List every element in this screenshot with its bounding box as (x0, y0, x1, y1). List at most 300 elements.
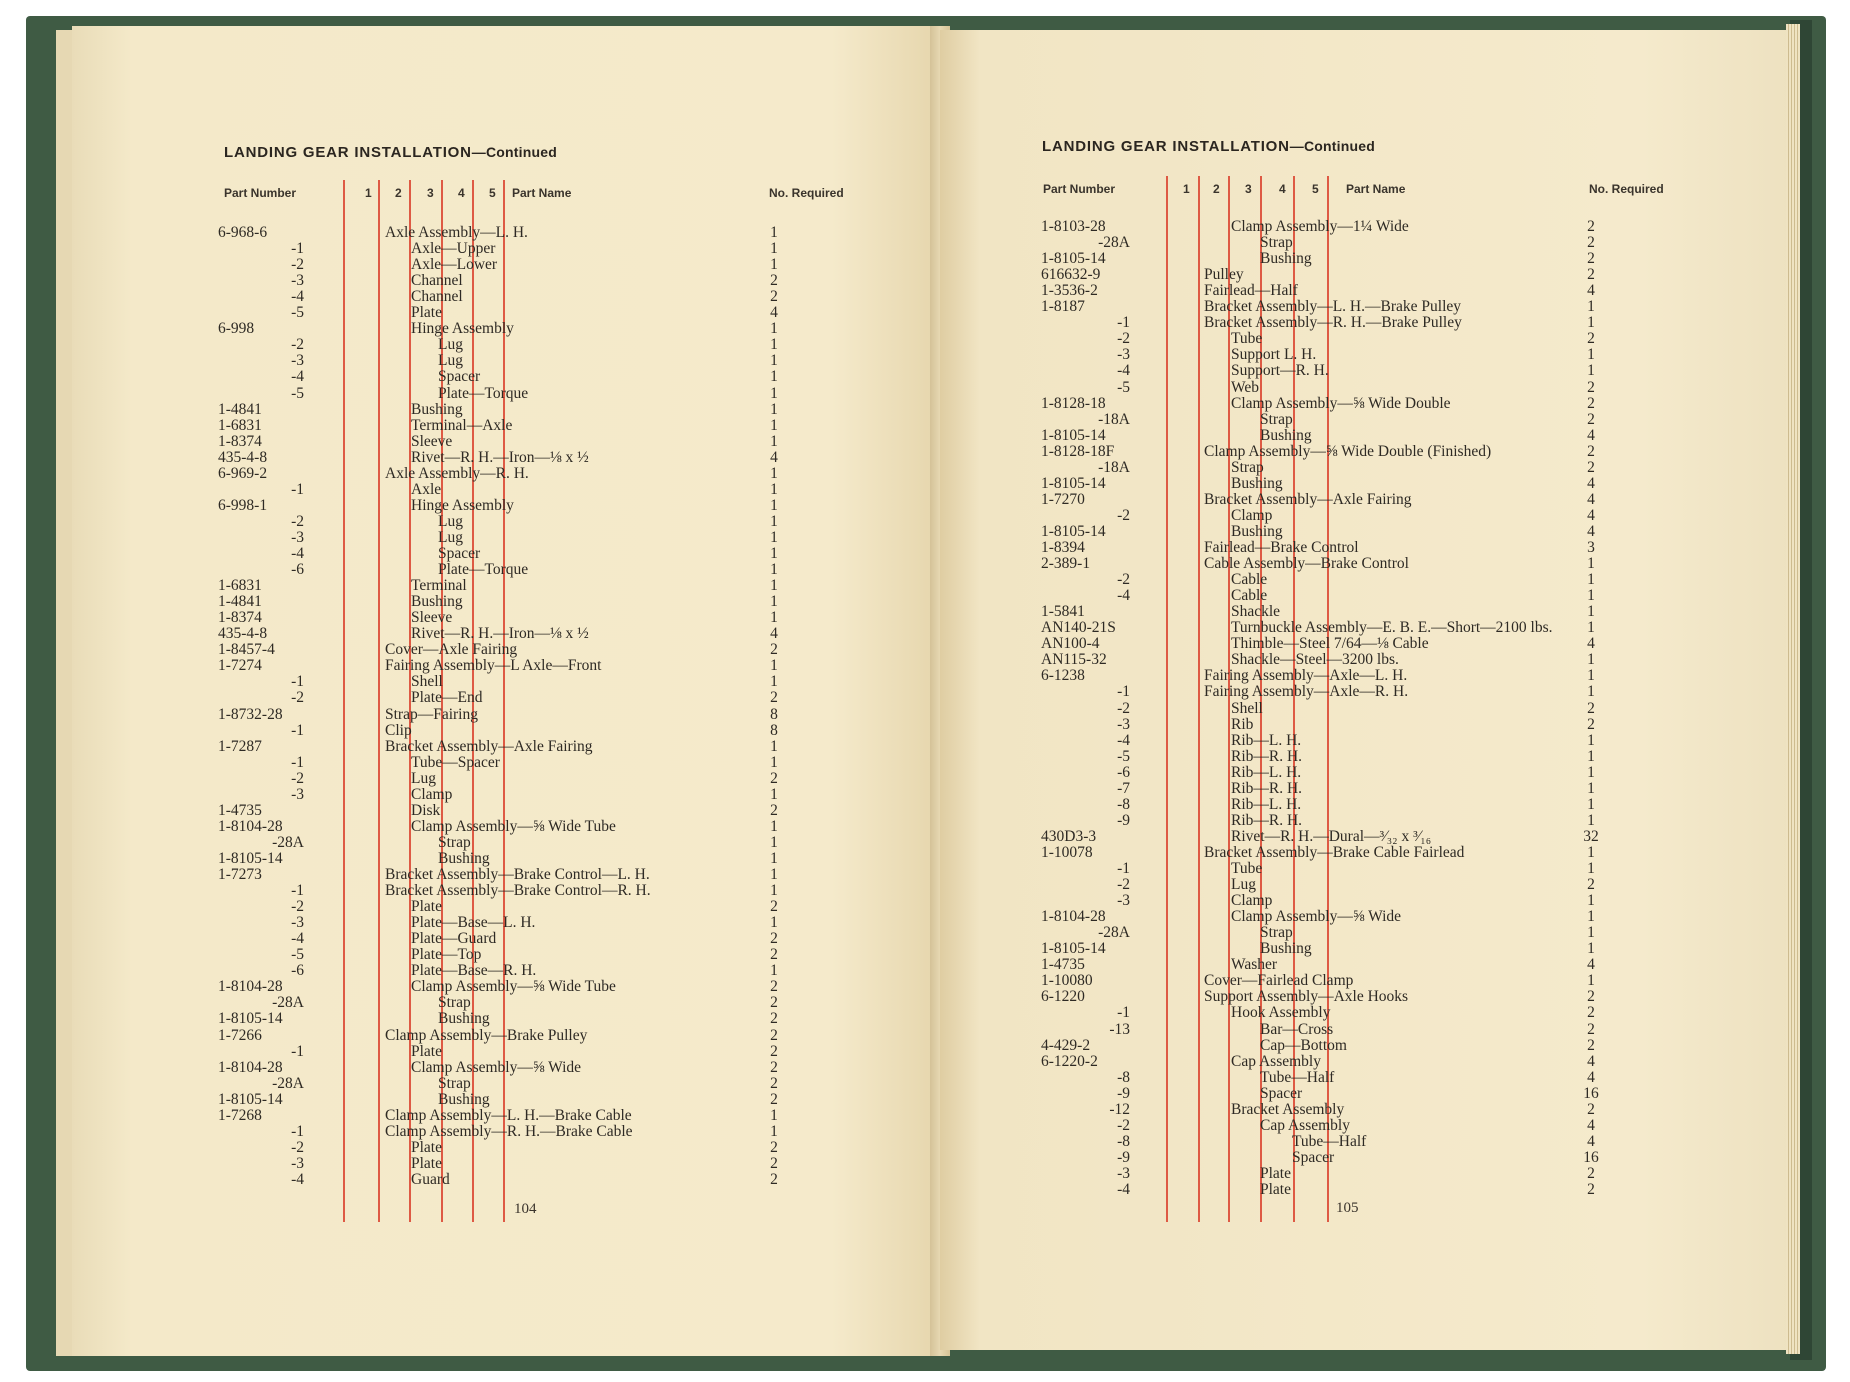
quantity: 1 (770, 352, 778, 370)
quantity: 4 (1587, 506, 1595, 524)
part-name: Clamp Assembly—Brake Pulley (385, 1026, 588, 1044)
quantity: 4 (1587, 474, 1595, 492)
header-col-2: 2 (395, 186, 402, 200)
list-item (218, 771, 938, 787)
quantity: 2 (1587, 988, 1595, 1006)
part-number: 1-7266 (218, 1026, 262, 1044)
quantity: 1 (1587, 555, 1595, 573)
quantity: 2 (770, 801, 778, 819)
part-name: Clamp Assembly—L. H.—Brake Cable (385, 1106, 632, 1124)
part-number: -1 (1117, 683, 1130, 701)
part-number: -28A (272, 1074, 304, 1092)
part-name: Fairlead—Brake Control (1204, 539, 1359, 556)
quantity: 1 (1587, 892, 1595, 910)
part-number: 1-8187 (1041, 298, 1085, 316)
quantity: 1 (1587, 731, 1595, 749)
left-page (72, 26, 938, 1356)
list-item (1041, 588, 1761, 604)
part-name: Spacer (438, 368, 481, 386)
list-item (218, 594, 938, 610)
part-name: Rib—L. H. (1231, 763, 1302, 781)
header-col-4: 4 (458, 186, 465, 200)
part-name: Rivet—R. H.—Iron—⅛ x ½ (411, 625, 589, 643)
quantity: 1 (770, 545, 778, 562)
part-number: -1 (1117, 314, 1130, 332)
part-number: 1-8105-14 (218, 1010, 283, 1028)
part-name: Turnbuckle Assembly—E. B. E.—Short—2100 lbs. (1231, 619, 1553, 637)
list-item (218, 1140, 938, 1156)
part-name: Rib—L. H. (1231, 795, 1302, 813)
part-name: Bushing (1260, 940, 1312, 958)
part-name: Spacer (1260, 1084, 1303, 1102)
quantity: 1 (1587, 779, 1595, 797)
part-name: Clamp Assembly—⅝ Wide Double (1231, 394, 1451, 412)
quantity: 2 (770, 1042, 778, 1060)
list-item (1041, 267, 1761, 283)
list-item (218, 963, 938, 979)
part-name: Strap—Fairing (385, 705, 478, 723)
part-number: -2 (1117, 506, 1130, 524)
list-item (218, 1156, 938, 1172)
part-name: Fairlead—Half (1204, 282, 1298, 300)
list-item (1041, 781, 1761, 797)
quantity: 2 (1587, 234, 1595, 252)
part-number: 6-1220 (1041, 988, 1085, 1006)
part-number: -9 (1117, 1084, 1130, 1102)
part-number: -3 (1117, 1164, 1130, 1182)
part-number: -4 (291, 1170, 304, 1188)
part-number: -2 (291, 256, 304, 274)
quantity: 2 (1587, 876, 1595, 894)
quantity: 1 (1587, 795, 1595, 813)
part-name: Bushing (411, 593, 463, 611)
part-name: Support Assembly—Axle Hooks (1204, 988, 1409, 1006)
list-item (1041, 717, 1761, 733)
quantity: 4 (1587, 1068, 1595, 1086)
quantity: 2 (1587, 1036, 1595, 1054)
list-item (218, 867, 938, 883)
part-number: 1-8105-14 (1041, 426, 1106, 444)
part-number: 1-4735 (1041, 956, 1085, 974)
quantity: 2 (770, 994, 778, 1012)
part-name: Axle Assembly—L. H. (385, 224, 528, 241)
quantity: 1 (770, 416, 778, 434)
part-name: Pulley (1204, 266, 1244, 284)
part-name: Bushing (438, 1090, 490, 1108)
part-number: -6 (1117, 763, 1130, 781)
part-number: -1 (291, 480, 304, 498)
part-name: Lug (438, 352, 463, 370)
quantity: 1 (770, 914, 778, 932)
part-number: -4 (291, 545, 304, 562)
part-number: -2 (291, 689, 304, 707)
part-name: Bracket Assembly—Brake Control—R. H. (385, 882, 651, 900)
part-name: Clamp Assembly—⅝ Wide Double (Finished) (1204, 442, 1492, 460)
part-number: -1 (291, 882, 304, 900)
quantity: 1 (1587, 811, 1595, 829)
part-name: Clamp (1231, 506, 1273, 524)
quantity: 1 (1587, 314, 1595, 332)
list-item (1041, 636, 1761, 652)
list-item (1041, 620, 1761, 636)
list-item (218, 707, 938, 723)
header-col-5: 5 (489, 186, 496, 200)
list-item (218, 883, 938, 899)
page-title: LANDING GEAR INSTALLATION—Continued (1042, 138, 1375, 155)
part-name: Thimble—Steel 7/64—⅛ Cable (1231, 635, 1429, 653)
part-name: Rivet—R. H.—Dural—³⁄₃₂ x ³⁄₁₆ (1231, 827, 1432, 845)
list-item (1041, 347, 1761, 363)
part-name: Spacer (1292, 1148, 1335, 1166)
part-name: Bracket Assembly—Axle Fairing (385, 737, 593, 755)
part-name: Bushing (438, 1010, 490, 1028)
part-number: 1-8104-28 (218, 978, 283, 996)
part-number: 1-7274 (218, 657, 262, 675)
list-item (1041, 1166, 1761, 1182)
part-name: Washer (1231, 956, 1278, 974)
quantity: 2 (770, 978, 778, 996)
part-number: -4 (1117, 587, 1130, 605)
header-part-number: Part Number (224, 186, 297, 200)
list-item (1041, 331, 1761, 347)
list-item (218, 1028, 938, 1044)
quantity: 2 (1587, 410, 1595, 428)
part-number: 1-8105-14 (1041, 474, 1106, 492)
part-number: -6 (291, 561, 304, 579)
part-number: -2 (291, 769, 304, 787)
list-item (218, 369, 938, 385)
part-name: Shell (1231, 699, 1263, 717)
quantity: 16 (1583, 1148, 1599, 1166)
quantity: 1 (1587, 651, 1595, 669)
part-number: 1-4735 (218, 801, 262, 819)
part-name: Bushing (411, 400, 463, 418)
part-name: Clamp Assembly—⅝ Wide (1231, 908, 1402, 926)
part-number: -9 (1117, 1148, 1130, 1166)
part-number: -1 (291, 721, 304, 739)
list-item (218, 947, 938, 963)
part-number: 2-389-1 (1041, 555, 1091, 573)
part-name: Bushing (1231, 522, 1283, 540)
list-item (218, 466, 938, 482)
list-item (1041, 989, 1761, 1005)
part-number: -9 (1117, 811, 1130, 829)
part-number: -1 (291, 673, 304, 691)
part-name: Clamp (411, 785, 453, 803)
quantity: 2 (1587, 218, 1595, 235)
list-item (218, 1124, 938, 1140)
quantity: 1 (770, 464, 778, 482)
part-name: Cable Assembly—Brake Control (1204, 555, 1409, 573)
part-number: 1-8105-14 (1041, 940, 1106, 958)
header-col-4: 4 (1279, 182, 1286, 196)
quantity: 1 (770, 753, 778, 771)
list-item (218, 1011, 938, 1027)
part-number: -2 (291, 336, 304, 354)
part-name: Bracket Assembly—R. H.—Brake Pulley (1204, 314, 1462, 332)
list-item (1041, 1086, 1761, 1102)
list-item (1041, 251, 1761, 267)
quantity: 2 (1587, 266, 1595, 284)
part-name: Hook Assembly (1231, 1004, 1331, 1022)
quantity: 1 (770, 866, 778, 883)
quantity: 2 (770, 288, 778, 306)
page-title: LANDING GEAR INSTALLATION—Continued (224, 144, 557, 161)
part-name: Lug (438, 512, 463, 530)
quantity: 4 (770, 625, 778, 643)
quantity: 1 (1587, 587, 1595, 605)
part-number: -3 (291, 785, 304, 803)
list-item (218, 899, 938, 915)
list-item (218, 450, 938, 466)
part-name: Shackle—Steel—3200 lbs. (1231, 651, 1399, 669)
quantity: 2 (770, 272, 778, 290)
part-name: Bushing (1231, 474, 1283, 492)
quantity: 8 (770, 721, 778, 739)
list-item (218, 225, 938, 241)
part-number: 1-3536-2 (1041, 282, 1098, 300)
list-item (218, 787, 938, 803)
part-number: 1-10078 (1041, 843, 1093, 861)
list-item (1041, 701, 1761, 717)
list-item (1041, 299, 1761, 315)
part-name: Cable (1231, 571, 1268, 589)
part-number: -4 (291, 368, 304, 386)
quantity: 2 (770, 1026, 778, 1044)
part-number: -8 (1117, 795, 1130, 813)
part-name: Rib—R. H. (1231, 747, 1303, 765)
part-number: -5 (1117, 747, 1130, 765)
part-number: -1 (1117, 1004, 1130, 1022)
list-item (1041, 668, 1761, 684)
list-item (1041, 813, 1761, 829)
part-name: Hinge Assembly (411, 496, 514, 514)
part-number: 6-1220-2 (1041, 1052, 1098, 1070)
list-item (218, 803, 938, 819)
part-name: Clamp Assembly—⅝ Wide Tube (411, 978, 616, 996)
part-name: Shell (411, 673, 443, 691)
list-item (1041, 877, 1761, 893)
part-number: -1 (1117, 860, 1130, 877)
part-name: Clamp Assembly—1¼ Wide (1231, 218, 1409, 235)
part-number: -2 (291, 898, 304, 916)
header-no-required: No. Required (769, 186, 844, 200)
part-name: Axle—Upper (411, 240, 496, 258)
part-number: 1-8457-4 (218, 641, 275, 659)
list-item (218, 739, 938, 755)
quantity: 1 (770, 512, 778, 530)
quantity: 2 (770, 1154, 778, 1172)
part-number: AN140-21S (1041, 619, 1116, 637)
part-number: 435-4-8 (218, 625, 268, 643)
part-name: Bar—Cross (1260, 1020, 1334, 1038)
quantity: 4 (1587, 956, 1595, 974)
list-item (1041, 428, 1761, 444)
part-name: Rib—R. H. (1231, 811, 1303, 829)
part-name: Tube—Half (1292, 1132, 1367, 1150)
list-item (218, 402, 938, 418)
part-number: -2 (1117, 699, 1130, 717)
list-item (218, 931, 938, 947)
quantity: 32 (1583, 827, 1599, 845)
list-item (218, 1092, 938, 1108)
part-number: 1-7273 (218, 866, 262, 883)
quantity: 1 (770, 368, 778, 386)
part-number: -18A (1098, 458, 1130, 476)
part-number: 1-8104-28 (1041, 908, 1106, 926)
list-item (1041, 829, 1761, 845)
quantity: 1 (1587, 571, 1595, 589)
part-number: -3 (291, 352, 304, 370)
part-name: Lug (438, 336, 463, 354)
part-name: Plate—Guard (411, 930, 497, 948)
list-item (218, 514, 938, 530)
list-item (1041, 444, 1761, 460)
quantity: 1 (1587, 298, 1595, 316)
quantity: 1 (770, 833, 778, 851)
part-name: Bushing (438, 849, 490, 867)
part-number: 435-4-8 (218, 448, 268, 466)
list-item (1041, 925, 1761, 941)
list-item (1041, 765, 1761, 781)
quantity: 1 (770, 657, 778, 675)
list-item (218, 835, 938, 851)
part-name: Rivet—R. H.—Iron—⅛ x ½ (411, 448, 589, 466)
part-number: 1-8128-18F (1041, 442, 1115, 460)
quantity: 1 (770, 593, 778, 611)
part-name: Bracket Assembly—L. H.—Brake Pulley (1204, 298, 1461, 316)
quantity: 4 (770, 304, 778, 322)
part-number: -2 (1117, 571, 1130, 589)
list-item (218, 418, 938, 434)
quantity: 1 (770, 256, 778, 274)
part-name: Clamp Assembly—⅝ Wide Tube (411, 817, 616, 835)
quantity: 1 (1587, 860, 1595, 877)
part-number: -3 (291, 272, 304, 290)
list-item (1041, 1182, 1761, 1198)
part-number: 6-968-6 (218, 224, 268, 241)
list-item (218, 498, 938, 514)
list-item (218, 578, 938, 594)
quantity: 1 (770, 882, 778, 900)
quantity: 2 (1587, 458, 1595, 476)
list-item (218, 1108, 938, 1124)
quantity: 2 (1587, 1164, 1595, 1182)
list-item (218, 642, 938, 658)
list-item (1041, 315, 1761, 331)
quantity: 4 (1587, 635, 1595, 653)
part-name: Plate—Base—R. H. (411, 962, 537, 980)
part-name: Terminal (411, 577, 467, 595)
quantity: 1 (1587, 747, 1595, 765)
part-number: 1-8105-14 (1041, 250, 1106, 268)
quantity: 1 (770, 224, 778, 241)
list-item (1041, 1102, 1761, 1118)
part-number: 6-998-1 (218, 496, 268, 514)
part-name: Axle Assembly—R. H. (385, 464, 529, 482)
list-item (218, 1172, 938, 1188)
list-item (1041, 893, 1761, 909)
part-number: 1-8104-28 (218, 817, 283, 835)
part-name: Bracket Assembly—Brake Cable Fairlead (1204, 843, 1465, 861)
quantity: 2 (1587, 442, 1595, 460)
quantity: 1 (770, 561, 778, 579)
list-item (1041, 652, 1761, 668)
list-item (1041, 219, 1761, 235)
part-number: 430D3-3 (1041, 827, 1097, 845)
part-number: -3 (291, 1154, 304, 1172)
part-number: -2 (291, 1138, 304, 1156)
list-item (218, 979, 938, 995)
list-item (1041, 460, 1761, 476)
part-name: Bracket Assembly—Brake Control—L. H. (385, 866, 650, 883)
list-item (1041, 733, 1761, 749)
list-item (218, 626, 938, 642)
part-name: Fairing Assembly—L Axle—Front (385, 657, 602, 675)
quantity: 2 (1587, 330, 1595, 348)
part-name: Fairing Assembly—Axle—L. H. (1204, 667, 1408, 685)
part-name: Tube (1231, 330, 1263, 348)
part-number: -8 (1117, 1068, 1130, 1086)
part-number: 1-10080 (1041, 972, 1093, 990)
part-name: Spacer (438, 545, 481, 562)
part-name: Bushing (1260, 250, 1312, 268)
list-item (1041, 1022, 1761, 1038)
part-number: 1-8104-28 (218, 1058, 283, 1076)
list-item (1041, 1070, 1761, 1086)
part-name: Sleeve (411, 432, 453, 450)
quantity: 1 (1587, 763, 1595, 781)
part-name: Channel (411, 288, 463, 306)
list-item (218, 995, 938, 1011)
list-item (218, 819, 938, 835)
quantity: 2 (1587, 394, 1595, 412)
part-number: -28A (272, 994, 304, 1012)
list-item (1041, 572, 1761, 588)
list-item (218, 530, 938, 546)
quantity: 1 (1587, 362, 1595, 380)
part-name: Rib—L. H. (1231, 731, 1302, 749)
part-number: -1 (291, 753, 304, 771)
list-item (1041, 797, 1761, 813)
part-number: 1-4841 (218, 400, 262, 418)
part-number: 1-8105-14 (218, 849, 283, 867)
part-name: Clamp (1231, 892, 1273, 910)
part-number: 1-7287 (218, 737, 262, 755)
page-stack (1786, 24, 1800, 1354)
list-item (218, 1044, 938, 1060)
list-item (218, 562, 938, 578)
part-name: Plate (411, 1042, 442, 1060)
header-part-name: Part Name (1346, 182, 1406, 196)
quantity: 2 (1587, 715, 1595, 733)
list-item (1041, 749, 1761, 765)
quantity: 2 (770, 1170, 778, 1188)
part-number: 6-998 (218, 320, 255, 338)
part-name: Plate—Base—L. H. (411, 914, 536, 932)
quantity: 2 (1587, 699, 1595, 717)
list-item (1041, 957, 1761, 973)
part-number: 1-7268 (218, 1106, 262, 1124)
quantity: 1 (1587, 843, 1595, 861)
quantity: 2 (770, 1138, 778, 1156)
list-item (218, 1060, 938, 1076)
quantity: 1 (770, 962, 778, 980)
part-name: Channel (411, 272, 463, 290)
quantity: 1 (770, 1122, 778, 1140)
part-name: Strap (438, 994, 471, 1012)
right-page (940, 30, 1792, 1350)
